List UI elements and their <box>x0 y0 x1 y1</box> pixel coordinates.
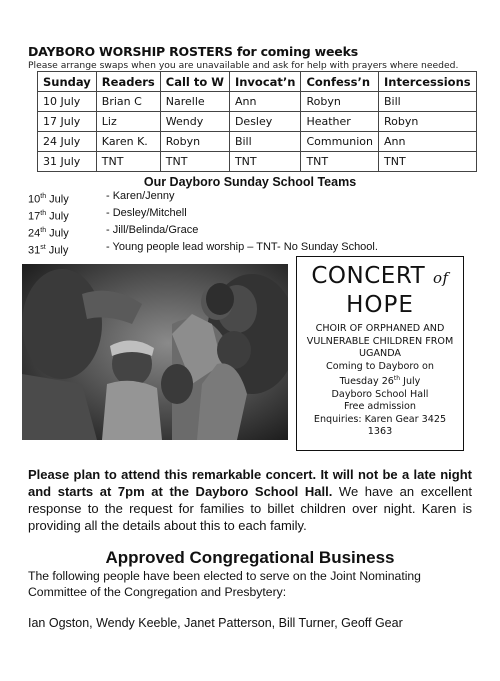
sunday-school-title: Our Dayboro Sunday School Teams <box>143 175 357 189</box>
table-cell: Robyn <box>379 112 477 132</box>
table-cell: Liz <box>96 112 160 132</box>
table-row <box>38 132 477 152</box>
table-row <box>38 152 477 172</box>
team-date: 10th July <box>28 193 69 206</box>
committee-members: Ian Ogston, Wendy Keeble, Janet Patterson, Bill Turner, Geoff Gear <box>28 616 403 630</box>
concert-poster <box>296 256 464 451</box>
table-cell: TNT <box>160 152 229 172</box>
team-names: - Young people lead worship – TNT- No Sunday School. <box>106 241 378 254</box>
table-cell: Bill <box>229 132 301 152</box>
concert-title: CONCERT of <box>311 263 449 289</box>
col-call-to-worship: Call to W <box>160 72 229 92</box>
table-cell: Ann <box>229 92 301 112</box>
choir-photo <box>22 264 288 440</box>
table-cell: TNT <box>229 152 301 172</box>
team-date: 17th July <box>28 210 69 223</box>
concert-notice: Please plan to attend this remarkable concert. It will not be a late night and starts at 7pm at the Dayboro School Hall. We have an excellent response to the request for families to billet children over night. Karen is providing all the details about this to each family. <box>28 467 472 533</box>
table-cell: Robyn <box>301 92 379 112</box>
list-item <box>28 190 378 207</box>
table-cell: 31 July <box>38 152 97 172</box>
col-readers: Readers <box>96 72 160 92</box>
table-cell: Narelle <box>160 92 229 112</box>
table-cell: 17 July <box>38 112 97 132</box>
col-intercessions: Intercessions <box>379 72 477 92</box>
sunday-school-list <box>28 190 378 259</box>
table-row <box>38 112 477 132</box>
list-item <box>28 224 378 241</box>
business-title: Approved Congregational Business <box>105 548 395 567</box>
business-text: The following people have been elected to serve on the Joint Nominating Committee of the Congregation and Presbytery: <box>28 569 421 599</box>
col-confession: Confess’n <box>301 72 379 92</box>
roster-subtitle: Please arrange swaps when you are unavailable and ask for help with prayers where needed. <box>28 60 459 71</box>
table-cell: Wendy <box>160 112 229 132</box>
concert-details: CHOIR OF ORPHANED AND VULNERABLE CHILDREN FROM UGANDA Coming to Dayboro on Tuesday 26th July Dayboro School Hall Free admission Enquiries: Karen Gear 3425 1363 <box>306 323 454 438</box>
roster-title: DAYBORO WORSHIP ROSTERS for coming weeks <box>28 44 358 59</box>
table-cell: TNT <box>301 152 379 172</box>
table-cell: Ann <box>379 132 477 152</box>
table-row <box>38 92 477 112</box>
concert-hope: HOPE <box>346 292 414 318</box>
table-cell: Bill <box>379 92 477 112</box>
team-names: - Desley/Mitchell <box>106 207 187 220</box>
table-cell: Communion <box>301 132 379 152</box>
roster-table <box>37 71 477 172</box>
table-cell: TNT <box>379 152 477 172</box>
team-names: - Jill/Belinda/Grace <box>106 224 199 237</box>
table-cell: TNT <box>96 152 160 172</box>
table-cell: Desley <box>229 112 301 132</box>
team-date: 31st July <box>28 244 69 258</box>
team-date: 24th July <box>28 227 69 240</box>
table-cell: Brian C <box>96 92 160 112</box>
col-sunday: Sunday <box>38 72 97 92</box>
list-item <box>28 207 378 224</box>
table-cell: Robyn <box>160 132 229 152</box>
table-cell: 10 July <box>38 92 97 112</box>
team-names: - Karen/Jenny <box>106 190 175 202</box>
table-cell: Heather <box>301 112 379 132</box>
table-cell: 24 July <box>38 132 97 152</box>
col-invocation: Invocat’n <box>229 72 301 92</box>
roster-header-row <box>38 72 477 92</box>
table-cell: Karen K. <box>96 132 160 152</box>
